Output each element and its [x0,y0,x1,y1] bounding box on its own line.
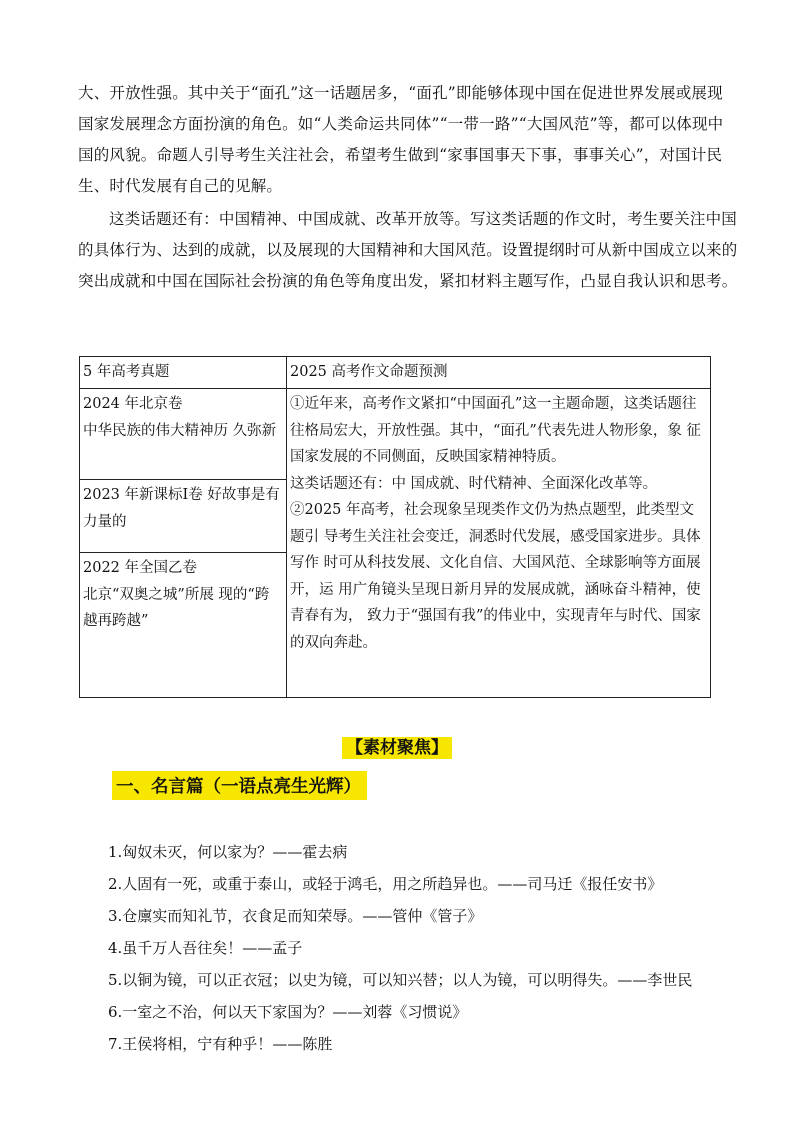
material-focus-heading [0,733,794,758]
section-heading-quotes: 一、名言篇（一语点亮生光辉） [112,771,367,800]
prediction-point-2: ②2025 年高考，社会现象呈现类作文仍为热点题型，此类型文题引 导考生关注社会变迁，洞悉时代发展，感受国家进步。具体写作 时可从科技发展、文化自信、大国风范、全球影响等方面展开，运 用广角镜头呈现日新月异的发展成就，涵咏奋斗精神，使青春有为， 致力于“强国有我”的伟业中，实现青年与时代、国家的双向奔赴。 [290,502,701,651]
quote-item: 7.王侯将相，宁有种乎！——陈胜 [108,1035,333,1053]
quote-item: 2.人固有一死，或重于泰山，或轻于鸿毛，用之所趋异也。——司马迁《报任安书》 [108,875,663,893]
quote-item: 3.仓廪实而知礼节，衣食足而知荣辱。——管仲《管子》 [108,907,483,925]
exam-cell-2024 [80,389,287,480]
intro-paragraph-1: 大、开放性强。其中关于“面孔”这一话题居多，“面孔”即能够体现中国在促进世界发展或展现国家发展理念方面扮演的角色。如“人类命运共同体”“一带一路”“大国风范”等，都可以体现中国的风貌。命题人引导考生关注社会，希望考生做到“家事国事天下事，事事关心”，对国计民生、时代发展有自己的见解。 [78,84,724,195]
col-header-prediction: 2025 高考作文命题预测 [287,357,711,389]
intro-paragraph-2: 这类话题还有：中国精神、中国成就、改革开放等。写这类话题的作文时，考生要关注中国的具体行为、达到的成就，以及展现的大国精神和大国风范。设置提纲时可从新中国成立以来的突出成就和中国在国际社会扮演的角色等角度出发，紧扣材料主题写作，凸显自我认识和思考。 [78,210,738,290]
quote-item: 1.匈奴未灭，何以家为？——霍去病 [108,843,348,861]
prediction-cell [287,389,711,698]
prediction-point-1b: 这类话题还有：中 国成就、时代精神、全面深化改革等。 [290,475,658,492]
col-header-exams: 5 年高考真题 [80,357,287,389]
exam-title: 2023 年新课标Ⅰ卷 好故事是有力量的 [83,487,280,530]
table-row [80,389,711,480]
quotes-list [108,836,728,1060]
exam-topic: 北京“双奥之城”所展 现的“跨越再跨越” [83,586,270,629]
prediction-table [79,356,711,698]
quote-item: 6.一室之不治，何以天下家国为？——刘蓉《习惯说》 [108,1003,468,1021]
exam-topic: 中华民族的伟大精神历 久弥新 [83,422,277,439]
exam-cell-2022 [80,553,287,698]
exam-title: 2022 年全国乙卷 [83,560,198,576]
exam-cell-2023 [80,480,287,553]
quote-item: 4.虽千万人吾往矣！——孟子 [108,939,303,957]
prediction-point-1: ①近年来，高考作文紧扣“中国面孔”这一主题命题，这类话题往 往格局宏大，开放性强。其中，“面孔”代表先进人物形象，象 征国家发展的不同侧面，反映国家精神特质。 [290,396,701,465]
table-header-row [80,357,711,389]
quote-item: 5.以铜为镜，可以正衣冠；以史为镜，可以知兴替；以人为镜，可以明得失。——李世民 [108,971,693,989]
exam-title: 2024 年北京卷 [83,396,183,412]
material-focus-title: 【素材聚焦】 [342,737,452,759]
